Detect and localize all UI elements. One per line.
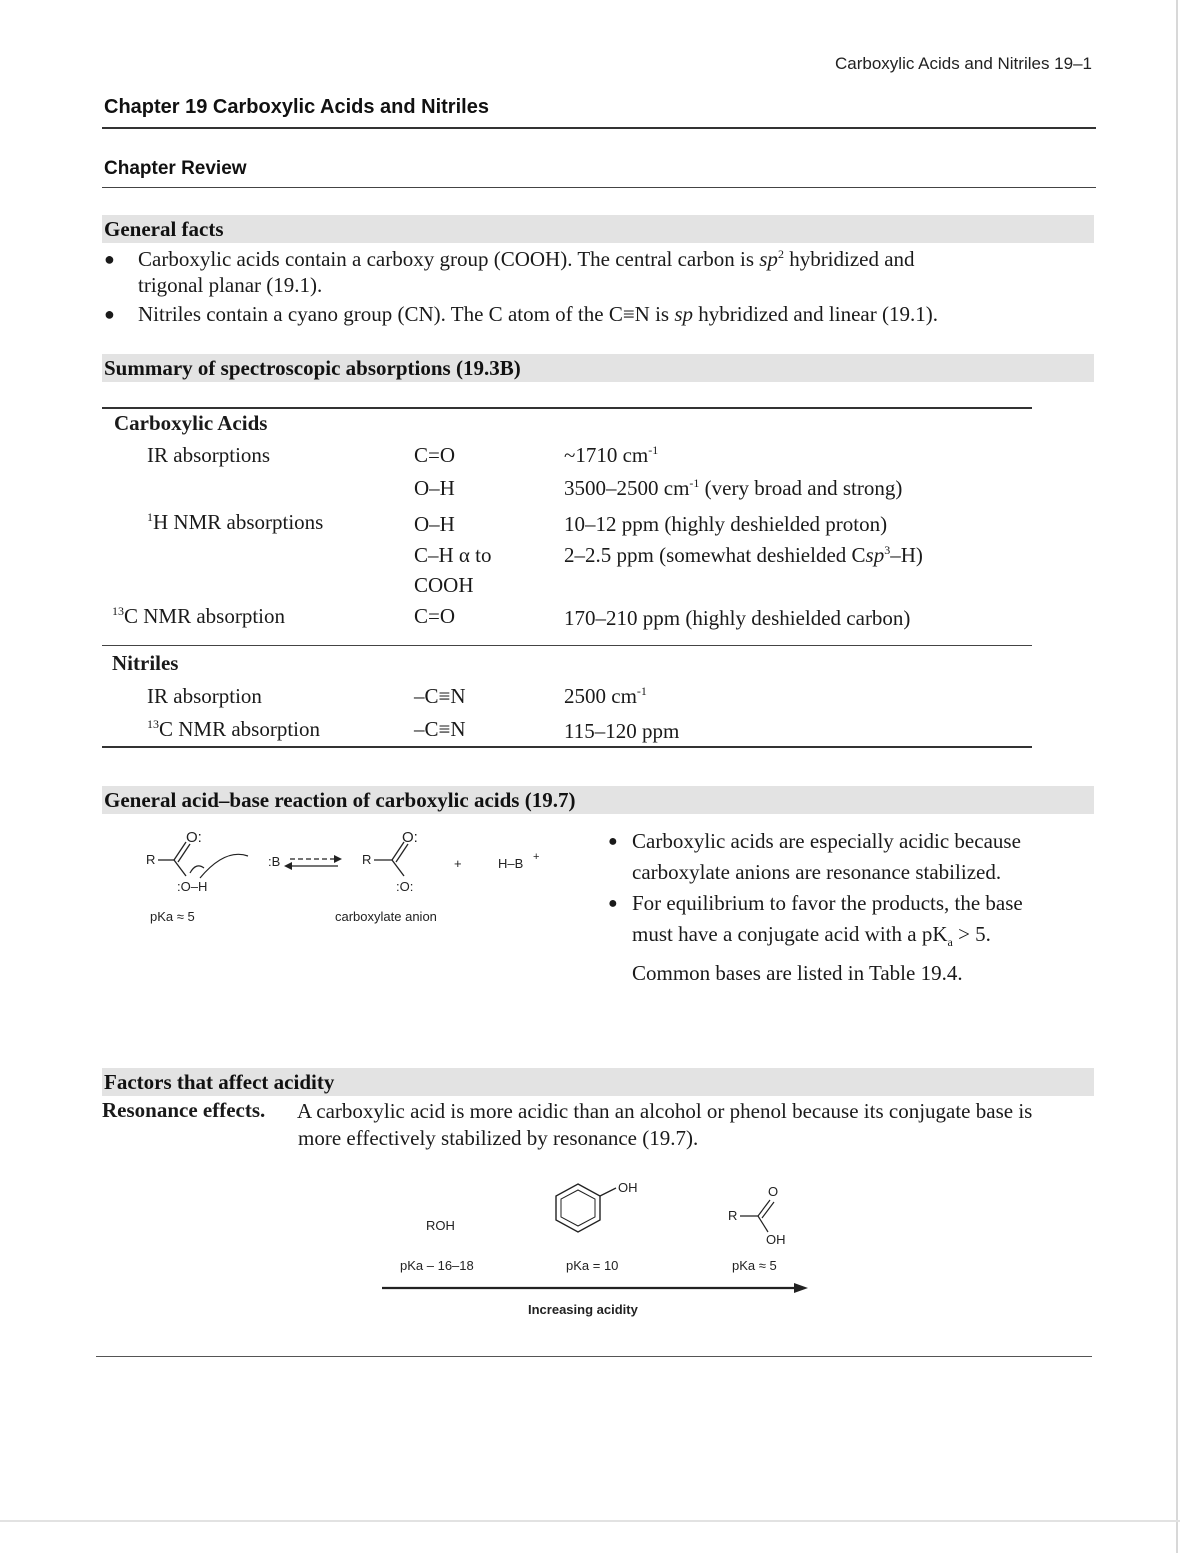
superscript: 3 [884, 543, 891, 557]
value-text: 2–2.5 ppm (somewhat deshielded C [564, 543, 866, 567]
bond-line [174, 860, 186, 876]
table-bottom-rule [102, 746, 1032, 748]
table-group-heading: Nitriles [112, 651, 179, 675]
row-group: O–H [414, 512, 455, 536]
bullet-icon: ● [104, 304, 115, 324]
scheme-pka: pKa ≈ 5 [150, 909, 195, 924]
row-value: 170–210 ppm (highly deshielded carbon) [564, 606, 911, 630]
scheme-plus: + [454, 856, 462, 871]
bond-line [758, 1216, 768, 1232]
bond-line [178, 844, 190, 862]
row-group: C=O [414, 604, 456, 628]
superscript: 13 [147, 717, 159, 731]
label-text: C NMR absorption [124, 604, 286, 628]
row-group: O–H [414, 476, 455, 500]
table-group-heading: Carboxylic Acids [114, 411, 268, 435]
scheme-r-label: R [146, 852, 156, 867]
row-value: 115–120 ppm [564, 719, 680, 743]
curved-arrow-icon [190, 866, 204, 873]
phenol-oh-label: OH [618, 1180, 638, 1195]
section-heading: Factors that affect acidity [104, 1070, 335, 1094]
superscript: 2 [777, 247, 784, 261]
value-text: ~1710 cm [564, 443, 649, 467]
bullet-icon: ● [104, 249, 115, 269]
benzene-inner-ring-icon [561, 1190, 595, 1226]
scheme-oh: :O–H [177, 879, 208, 894]
row-label [147, 509, 323, 535]
pka-acid: pKa ≈ 5 [732, 1258, 777, 1273]
bond-line [600, 1188, 616, 1196]
arrowhead-icon [334, 855, 342, 863]
chapter-title: Chapter 19 Carboxylic Acids and Nitriles [104, 96, 489, 118]
acid-base-scheme [130, 818, 570, 928]
value-text: (very broad and strong) [699, 476, 903, 500]
benzene-ring-icon [556, 1184, 600, 1232]
page-bottom-edge [0, 1520, 1180, 1522]
pka-phenol: pKa = 10 [566, 1258, 619, 1273]
bullet-text: > 5. Common bases are listed in Table 19.4. [632, 922, 991, 986]
bullet-text: Carboxylic acids contain a carboxy group (COOH). The central carbon is [138, 247, 760, 271]
bullet-text: Carboxylic acids are especially acidic because carboxylate anions are resonance stabilized. [632, 829, 1021, 884]
superscript: -1 [648, 443, 659, 457]
row-label [147, 716, 320, 742]
acidity-comparison [370, 1170, 830, 1330]
section-general-facts [102, 215, 1094, 243]
bottom-rule [96, 1356, 1092, 1357]
bullet-icon: ● [608, 833, 618, 850]
scheme-o-minus: :O: [396, 879, 414, 894]
section-spectroscopy [102, 354, 1094, 382]
scheme-o-top: O: [186, 829, 202, 846]
label-text: C NMR absorption [159, 717, 321, 741]
review-title: Chapter Review [104, 158, 247, 179]
row-value [564, 542, 923, 568]
acid-base-bullet-2 [608, 888, 1028, 989]
row-group: –C≡N [414, 717, 466, 741]
acid-base-bullets [608, 826, 1028, 989]
bond-line [392, 860, 404, 876]
row-label [112, 603, 285, 629]
superscript: -1 [689, 476, 700, 490]
table-mid-rule [102, 645, 1032, 646]
row-group: –C≡N [414, 684, 466, 708]
row-group: C–H α to [414, 543, 492, 567]
scheme-base: :B [268, 854, 281, 869]
arrowhead-icon [284, 862, 292, 870]
scheme-hb: H–B [498, 856, 524, 871]
subscript: a [947, 935, 953, 950]
arrowhead-icon [794, 1283, 808, 1293]
resonance-text: A carboxylic acid is more acidic than an alcohol or phenol because its conjugate base is more effectively stabilized by resonance (19.7). [297, 1099, 1033, 1150]
superscript: 1 [147, 510, 153, 524]
bullet-icon: ● [608, 895, 618, 912]
bullet-text: For equilibrium to favor the products, the base must have a conjugate acid with a pK [632, 891, 1023, 946]
section-factors [102, 1068, 1094, 1096]
scheme-hb-charge: + [533, 851, 540, 863]
value-text: 3500–2500 cm [564, 476, 690, 500]
section-heading: General acid–base reaction of carboxylic acids (19.7) [104, 788, 576, 812]
row-group: COOH [414, 573, 474, 597]
value-text: 2500 cm [564, 684, 637, 708]
page-edge [1176, 0, 1178, 1553]
resonance-label: Resonance effects. [102, 1098, 266, 1122]
section-heading: General facts [104, 217, 224, 241]
scheme-anion-label: carboxylate anion [335, 909, 437, 924]
row-label: IR absorptions [147, 443, 271, 467]
bond-line [758, 1200, 770, 1216]
curved-arrow-icon [200, 854, 248, 878]
chapter-rule [102, 127, 1096, 129]
row-value [564, 475, 902, 501]
section-acid-base [102, 786, 1094, 814]
row-value: 10–12 ppm (highly deshielded proton) [564, 512, 888, 536]
bond-line [174, 842, 186, 860]
bullet-text: hybridized and linear (19.1). [693, 302, 938, 326]
section-heading: Summary of spectroscopic absorptions (19.3B) [104, 356, 521, 380]
row-value [564, 683, 647, 709]
acid-o-label: O [768, 1184, 779, 1199]
superscript: 13 [112, 604, 124, 618]
scheme-o-top: O: [402, 829, 418, 846]
value-text-italic: sp [865, 543, 885, 567]
acid-base-bullet-1 [608, 826, 1028, 888]
roh-label: ROH [426, 1218, 455, 1233]
label-text: H NMR absorptions [153, 510, 324, 534]
row-label: IR absorption [147, 684, 262, 708]
scheme-r-label: R [362, 852, 372, 867]
review-rule [102, 187, 1096, 188]
acid-r-label: R [728, 1208, 738, 1223]
bullet-text: Nitriles contain a cyano group (CN). The C atom of the C≡N is [138, 302, 675, 326]
row-value [564, 442, 658, 468]
row-group: C=O [414, 443, 456, 467]
bullet-text: trigonal planar (19.1). [138, 273, 323, 297]
acid-oh-label: OH [766, 1232, 786, 1247]
bullet-text-italic: sp [674, 302, 694, 326]
value-text: –H) [890, 543, 923, 567]
superscript: -1 [636, 684, 647, 698]
running-head: Carboxylic Acids and Nitriles 19–1 [834, 54, 1092, 73]
bullet-text: hybridized and [783, 247, 915, 271]
bond-line [396, 844, 408, 862]
bond-line [762, 1202, 774, 1218]
table-top-rule [102, 407, 1032, 409]
increasing-acidity-label: Increasing acidity [528, 1302, 638, 1317]
pka-roh: pKa – 16–18 [400, 1258, 474, 1273]
bullet-text-italic: sp [759, 247, 778, 271]
